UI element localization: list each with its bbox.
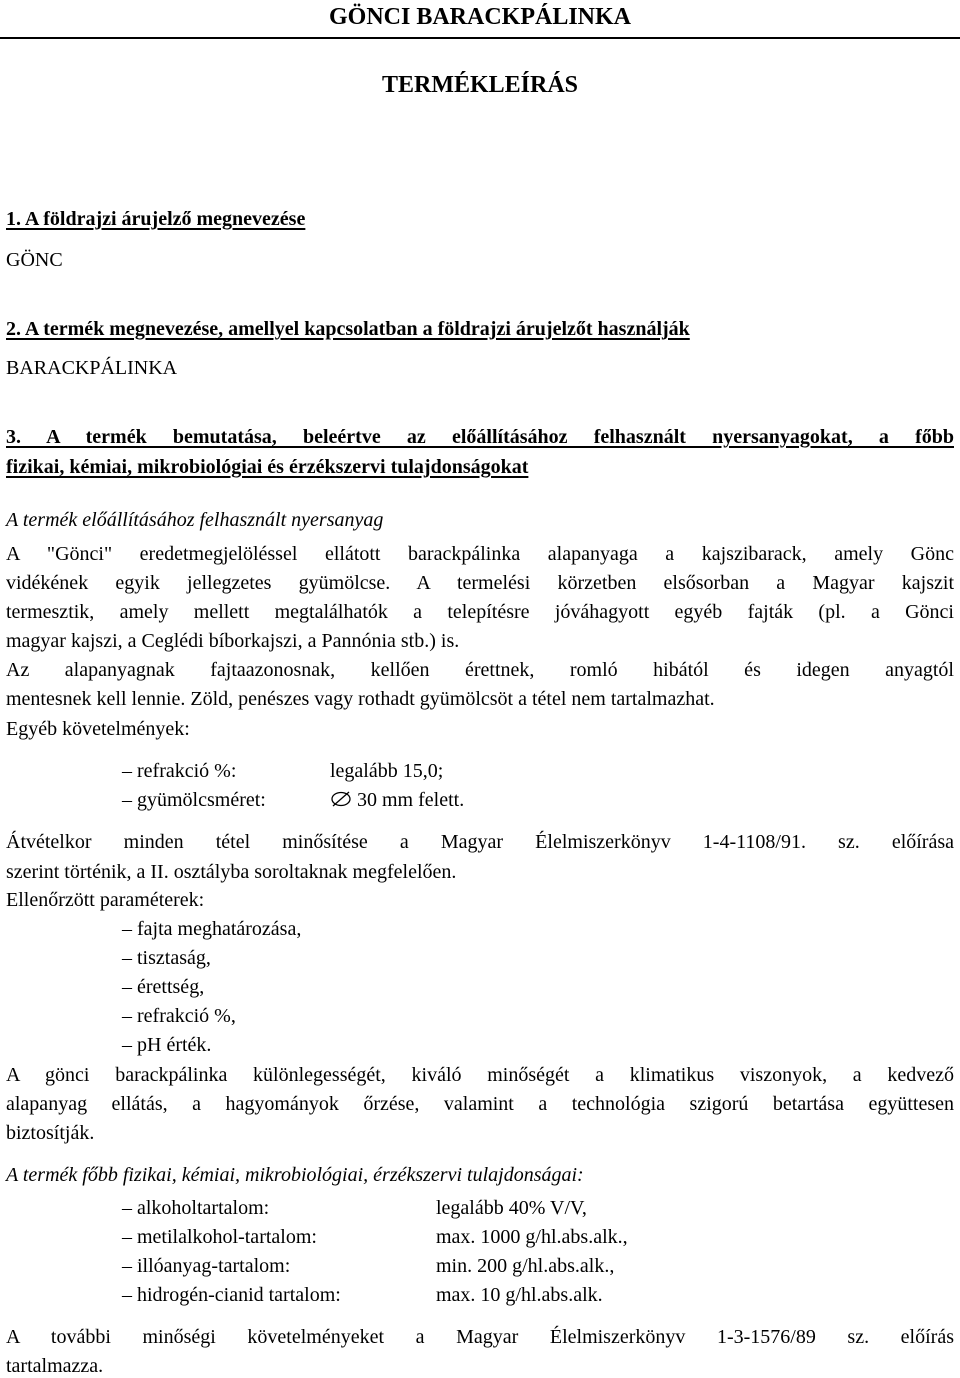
- property-name: illóanyag-tartalom:: [137, 1255, 291, 1277]
- paragraph-line: termesztik, amely mellett megtalálhatók a telepítésre jóváhagyott egyéb fajták (pl. a Gönci: [6, 601, 954, 623]
- checked-item: [122, 1033, 211, 1057]
- requirement-name: refrakció %:: [137, 760, 237, 782]
- dash-bullet: –: [122, 1284, 132, 1306]
- dash-bullet: –: [122, 976, 132, 998]
- raw-material-title: A termék előállításához felhasznált nyersanyag: [6, 509, 384, 531]
- checked-item-label: pH érték.: [137, 1034, 212, 1056]
- property-name: alkoholtartalom:: [137, 1197, 270, 1219]
- requirement-item: [122, 759, 236, 783]
- checked-parameters-title: Ellenőrzött paraméterek:: [6, 889, 205, 911]
- checked-item: [122, 1004, 236, 1028]
- dash-bullet: –: [122, 1197, 132, 1219]
- document-title: GÖNCI BARACKPÁLINKA: [328, 4, 631, 30]
- property-value: min. 200 g/hl.abs.alk.,: [436, 1255, 615, 1277]
- requirement-name: gyümölcsméret:: [137, 789, 266, 811]
- property-name: metilalkohol-tartalom:: [137, 1226, 317, 1248]
- paragraph-line: vidékének egyik jellegzetes gyümölcse. A termelési körzetben elsősorban a Magyar kajszit: [6, 572, 954, 594]
- section1-value: GÖNC: [6, 249, 63, 271]
- paragraph-line: mentesnek kell lennie. Zöld, penészes vagy rothadt gyümölcsöt a tétel nem tartalmazhat.: [6, 688, 715, 710]
- property-value: max. 10 g/hl.abs.alk.: [436, 1284, 603, 1306]
- dash-bullet: –: [122, 1226, 132, 1248]
- requirement-value: 30 mm felett.: [357, 789, 465, 811]
- paragraph-line: A "Gönci" eredetmegjelöléssel ellátott barackpálinka alapanyaga a kajszibarack, amely Gönc: [6, 543, 954, 565]
- properties-title: A termék főbb fizikai, kémiai, mikrobiológiai, érzékszervi tulajdonságai:: [6, 1164, 584, 1186]
- dash-bullet: –: [122, 789, 132, 811]
- section3-heading-line1: 3. A termék bemutatása, beleértve az előállításához felhasznált nyersanyagokat, a főbb: [6, 426, 954, 448]
- property-value: legalább 40% V/V,: [436, 1197, 587, 1219]
- dash-bullet: –: [122, 1005, 132, 1027]
- dash-bullet: –: [122, 918, 132, 940]
- checked-item: [122, 975, 204, 999]
- checked-item-label: érettség,: [137, 976, 205, 998]
- requirement-value-row: [330, 788, 464, 812]
- checked-item: [122, 917, 301, 941]
- property-item: [122, 1254, 290, 1278]
- checked-item: [122, 946, 211, 970]
- document-subtitle: TERMÉKLEÍRÁS: [381, 72, 579, 98]
- property-item: [122, 1225, 317, 1249]
- section2-value: BARACKPÁLINKA: [6, 357, 178, 379]
- checked-item-label: tisztaság,: [137, 947, 211, 969]
- paragraph-line: Átvételkor minden tétel minősítése a Magyar Élelmiszerkönyv 1-4-1108/91. sz. előírása: [6, 831, 954, 853]
- other-requirements-title: Egyéb követelmények:: [6, 718, 190, 740]
- dash-bullet: –: [122, 1034, 132, 1056]
- paragraph-line: tartalmazza.: [6, 1355, 104, 1377]
- property-item: [122, 1196, 269, 1220]
- paragraph-line: magyar kajszi, a Ceglédi bíborkajszi, a Pannónia stb.) is.: [6, 630, 460, 652]
- checked-item-label: fajta meghatározása,: [137, 918, 302, 940]
- paragraph-line: szerint történik, a II. osztályba soroltaknak megfelelően.: [6, 861, 457, 883]
- paragraph-line: A további minőségi követelményeket a Magyar Élelmiszerkönyv 1-3-1576/89 sz. előírás: [6, 1326, 954, 1348]
- section2-heading: 2. A termék megnevezése, amellyel kapcsolatban a földrajzi árujelzőt használják: [6, 318, 690, 340]
- section3-heading-line2: fizikai, kémiai, mikrobiológiai és érzékszervi tulajdonságokat: [6, 456, 529, 478]
- paragraph-line: Az alapanyagnak fajtaazonosnak, kellően érettnek, romló hibától és idegen anyagtól: [6, 659, 954, 681]
- requirement-value: legalább 15,0;: [330, 760, 444, 782]
- dash-bullet: –: [122, 760, 132, 782]
- section1-heading: 1. A földrajzi árujelző megnevezése: [6, 208, 306, 230]
- property-name: hidrogén-cianid tartalom:: [137, 1284, 341, 1306]
- property-item: [122, 1283, 341, 1307]
- paragraph-line: biztosítják.: [6, 1122, 95, 1144]
- checked-item-label: refrakció %,: [137, 1005, 236, 1027]
- dash-bullet: –: [122, 1255, 132, 1277]
- title-rule: [0, 37, 960, 39]
- paragraph-line: alapanyag ellátás, a hagyományok őrzése, valamint a technológia szigorú betartása együttesen: [6, 1093, 954, 1115]
- dash-bullet: –: [122, 947, 132, 969]
- requirement-item: [122, 788, 266, 812]
- paragraph-line: A gönci barackpálinka különlegességét, kiváló minőségét a klimatikus viszonyok, a kedvező: [6, 1064, 954, 1086]
- property-value: max. 1000 g/hl.abs.alk.,: [436, 1226, 628, 1248]
- diameter-icon: [330, 791, 352, 807]
